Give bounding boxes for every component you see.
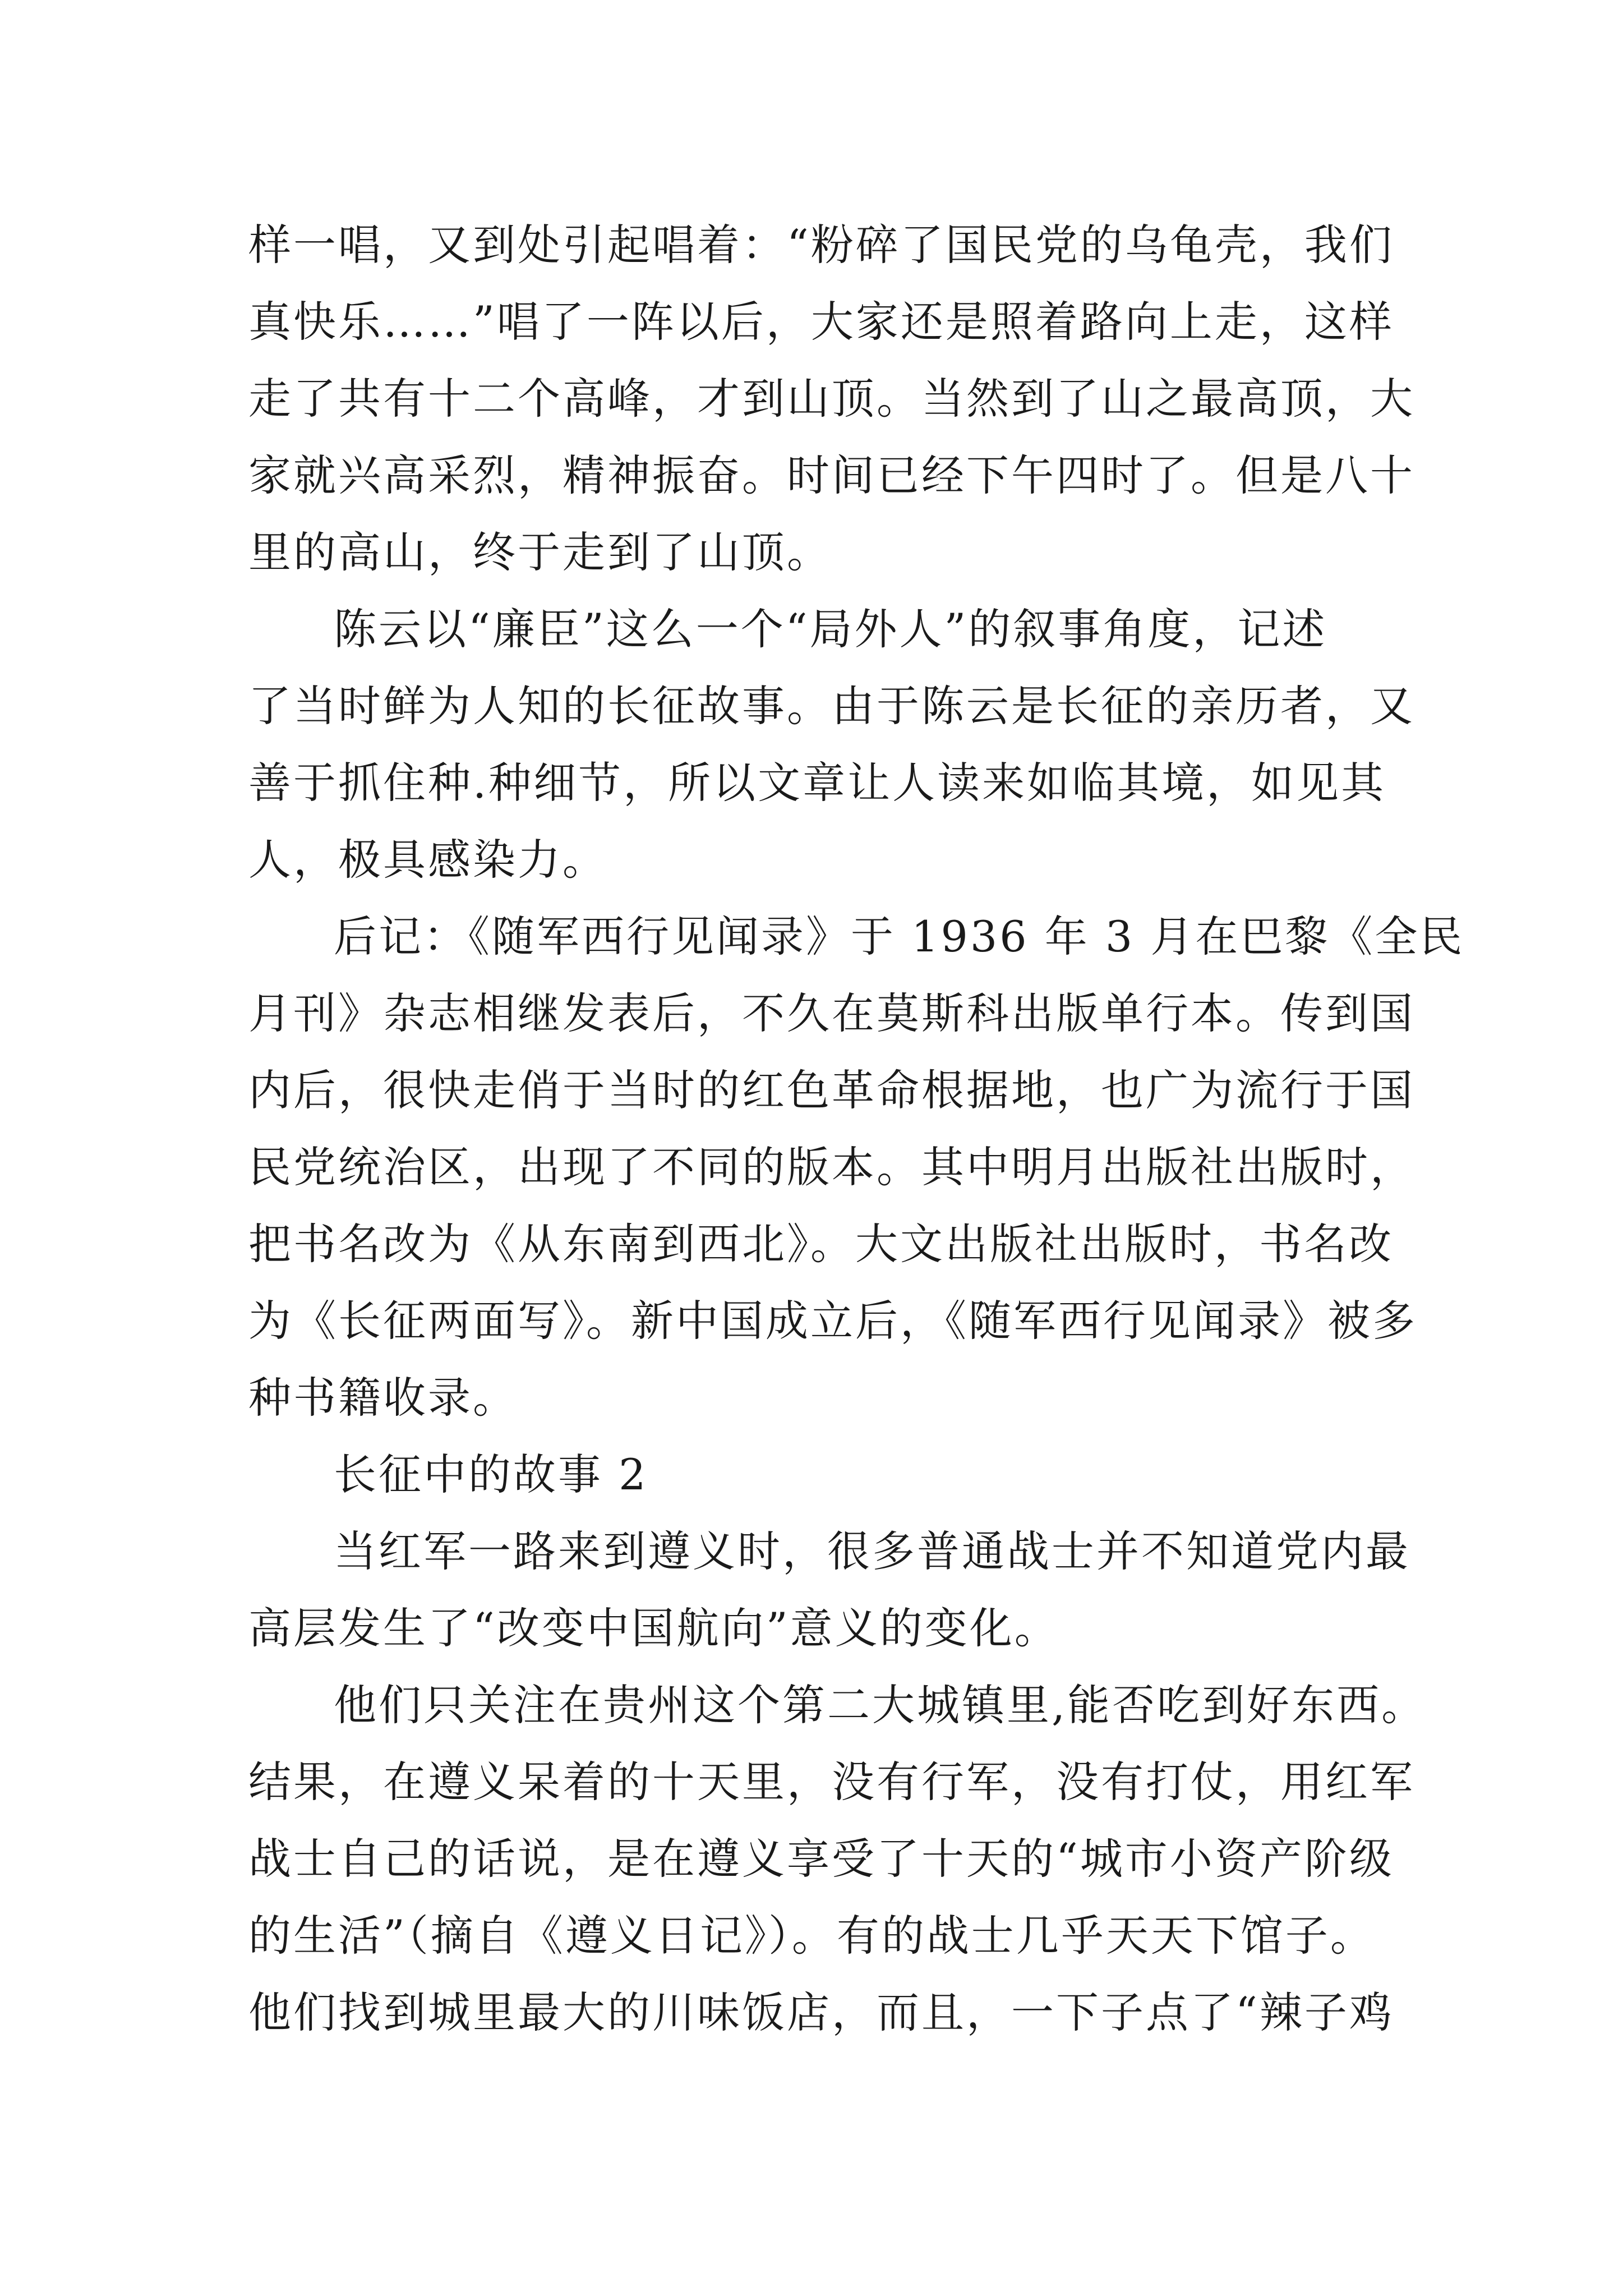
- text-line: 善于抓住种.种细节，所以文章让人读来如临其境，如见其: [248, 758, 1386, 808]
- text-line: 月刊》杂志相继发表后，不久在莫斯科出版单行本。传到国: [248, 988, 1415, 1038]
- text-line: 结果，在遵义呆着的十天里，没有行军，没有打仗，用红军: [248, 1757, 1415, 1807]
- text-line: 为《长征两面写》。新中国成立后，《随军西行见闻录》被多: [248, 1296, 1417, 1346]
- text-line: 内后，很快走俏于当时的红色革命根据地，也广为流行于国: [248, 1065, 1415, 1115]
- section-heading: 长征中的故事 2: [334, 1450, 648, 1499]
- text-line: 种书籍收录。: [248, 1373, 518, 1423]
- text-line: 战士自己的话说，是在遵义享受了十天的“城市小资产阶级: [248, 1834, 1394, 1884]
- text-line: 了当时鲜为人知的长征故事。由于陈云是长征的亲历者，又: [248, 681, 1415, 731]
- paragraph-first-line: 后记：《随军西行见闻录》于 1936 年 3 月在巴黎《全民: [334, 912, 1465, 961]
- paragraph-first-line: 他们只关注在贵州这个第二大城镇里,能否吃到好东西。: [334, 1680, 1427, 1730]
- text-line: 走了共有十二个高峰，才到山顶。当然到了山之最高顶，大: [248, 374, 1415, 424]
- body-text: [248, 206, 1465, 2051]
- text-line: 的生活”（摘自《遵义日记》）。有的战士几乎天天下馆子。: [248, 1911, 1375, 1961]
- text-line: 家就兴高采烈，精神振奋。时间已经下午四时了。但是八十: [248, 450, 1415, 500]
- text-line: 民党统治区，出现了不同的版本。其中明月出版社出版时，: [248, 1142, 1415, 1192]
- paragraph-first-line: 陈云以“廉臣”这么一个“局外人”的叙事角度，记述: [334, 604, 1327, 654]
- text-line: 把书名改为《从东南到西北》。大文出版社出版时，书名改: [248, 1219, 1394, 1269]
- text-line: 真快乐……”唱了一阵以后，大家还是照着路向上走，这样: [248, 297, 1394, 347]
- text-line: 里的高山，终于走到了山顶。: [248, 527, 832, 577]
- paragraph-first-line: 当红军一路来到遵义时，很多普通战士并不知道党内最: [334, 1526, 1410, 1576]
- text-line: 他们找到城里最大的川味饭店，而且，一下子点了“辣子鸡: [248, 1987, 1394, 2037]
- text-line: 高层发生了“改变中国航向”意义的变化。: [248, 1603, 1059, 1653]
- text-line: 人，极具感染力。: [248, 835, 607, 885]
- text-line: 样一唱，又到处引起唱着：“粉碎了国民党的乌龟壳，我们: [248, 220, 1394, 270]
